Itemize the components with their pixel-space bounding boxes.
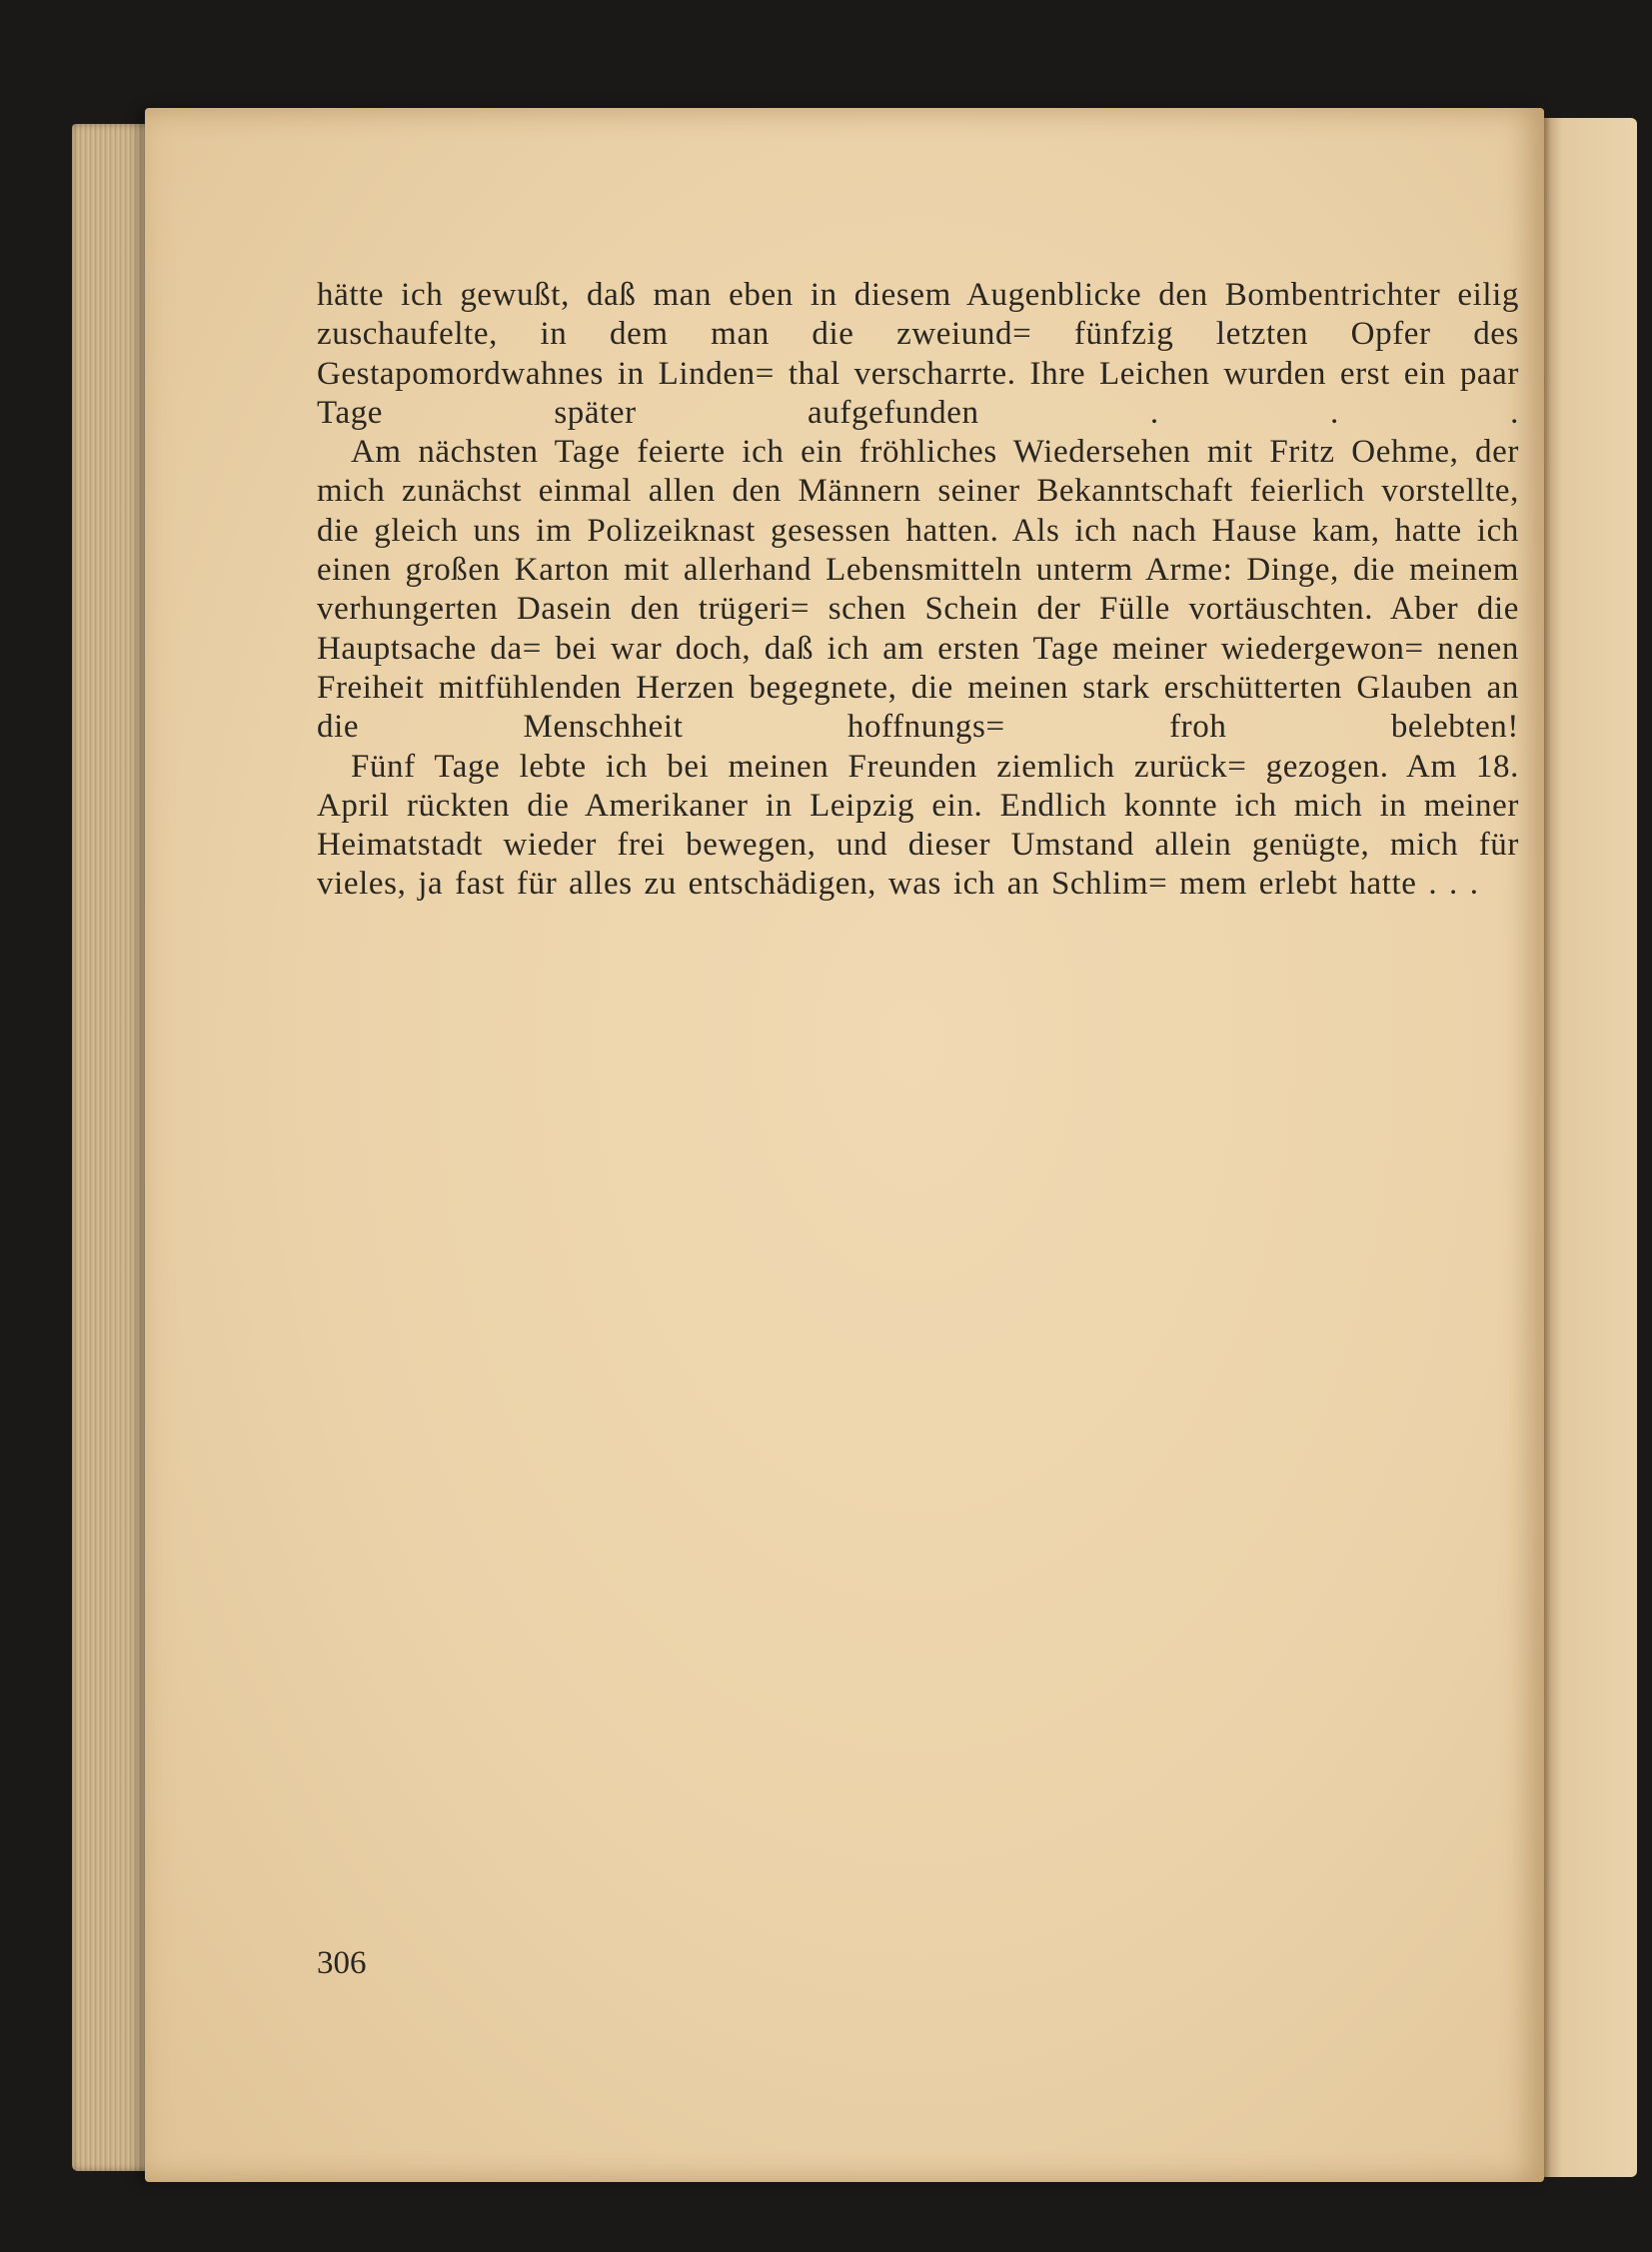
facing-page (1537, 118, 1637, 2177)
paragraph-1: hätte ich gewußt, daß man eben in diesem Augenblicke den Bombentrichter eilig zuschaufelte, in dem man die zweiund= fünfzig letzten Opfer des Gestapomordwahnes in Linden= thal verscharrte. Ihre Leichen wurden erst ein paar Tage später aufgefunden . . . (317, 277, 1519, 431)
page-number: 306 (317, 1945, 367, 1981)
body-text (317, 276, 1519, 905)
book-page (145, 108, 1544, 2182)
paragraph-2: Am nächsten Tage feierte ich ein fröhliches Wiedersehen mit Fritz Oehme, der mich zunächst einmal allen den Männern seiner Bekanntschaft feierlich vorstellte, die gleich uns im Polizeiknast gesessen hatten. Als ich nach Hause kam, hatte ich einen großen Karton mit allerhand Lebensmitteln unterm Arme: Dinge, die meinem verhungerten Dasein den trügeri= schen Schein der Fülle vortäuschten. Aber die Hauptsache da= bei war doch, daß ich am ersten Tage meiner wiedergewon= nenen Freiheit mitfühlenden Herzen begegnete, die meinen stark erschütterten Glauben an die Menschheit hoffnungs= froh belebten! (317, 434, 1519, 746)
paragraph-3: Fünf Tage lebte ich bei meinen Freunden ziemlich zurück= gezogen. Am 18. April rückten die Amerikaner in Leipzig ein. Endlich konnte ich mich in meiner Heimatstadt wieder frei bewegen, und dieser Umstand allein genügte, mich für vieles, ja fast für alles zu entschädigen, was ich an Schlim= mem erlebt hatte . . . (317, 748, 1519, 903)
